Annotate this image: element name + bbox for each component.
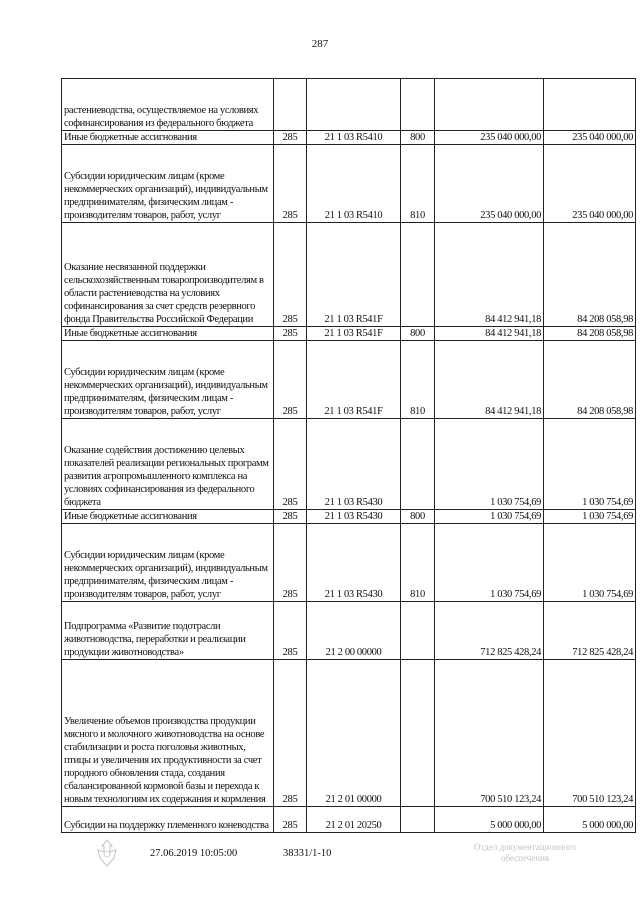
- row-name: Оказание содействия достижению целевых показателей реализации региональных программ развития агропромышленного комплекса на условиях софинансирования из федерального бюджета: [62, 419, 274, 510]
- row-amount-2020: 84 412 941,18: [435, 327, 544, 341]
- row-amount-2020: 712 825 428,24: [435, 602, 544, 660]
- row-grbs-code: 285: [274, 145, 307, 223]
- row-grbs-code: 285: [274, 131, 307, 145]
- row-amount-2020: 84 412 941,18: [435, 341, 544, 419]
- table-row: [62, 327, 636, 341]
- row-target-code: 21 1 03 R541F: [307, 223, 401, 327]
- row-amount-2021: 235 040 000,00: [544, 131, 636, 145]
- row-amount-2021: 1 030 754,69: [544, 419, 636, 510]
- row-grbs-code: 285: [274, 524, 307, 602]
- row-target-code: 21 1 03 R5430: [307, 419, 401, 510]
- seal-emblem-icon: [90, 836, 124, 870]
- row-amount-2020: 84 412 941,18: [435, 223, 544, 327]
- row-target-code: 21 2 00 00000: [307, 602, 401, 660]
- row-target-code: 21 1 03 R5430: [307, 524, 401, 602]
- row-amount-2020: 1 030 754,69: [435, 419, 544, 510]
- row-name: Иные бюджетные ассигнования: [62, 510, 274, 524]
- row-name: Субсидии юридическим лицам (кроме некоммерческих организаций), индивидуальным предпринимателям, физическим лицам - производителям товаров, работ, услуг: [62, 341, 274, 419]
- row-amount-2020: 235 040 000,00: [435, 145, 544, 223]
- row-name: Оказание несвязанной поддержки сельскохозяйственным товаропроизводителям в области растениеводства на условиях софинансирования за счет средств резервного фонда Правительства Российской Федерации: [62, 223, 274, 327]
- row-expense-type: 810: [401, 341, 435, 419]
- row-expense-type: [401, 807, 435, 833]
- row-expense-type: [401, 223, 435, 327]
- row-name: Субсидии юридическим лицам (кроме некоммерческих организаций), индивидуальным предпринимателям, физическим лицам - производителям товаров, работ, услуг: [62, 145, 274, 223]
- row-amount-2021: 5 000 000,00: [544, 807, 636, 833]
- row-grbs-code: 285: [274, 341, 307, 419]
- row-name: Увеличение объемов производства продукции мясного и молочного животноводства на основе стабилизации и роста поголовья животных, птицы и увеличения их продуктивности за счет породного обновления стада, создания сбалансированной кормовой базы и перехода к новым технологиям их содержания и кормления: [62, 660, 274, 807]
- row-target-code: 21 2 01 20250: [307, 807, 401, 833]
- row-amount-2020: [435, 79, 544, 131]
- table-row: [62, 223, 636, 327]
- watermark-stamp: Отдел документационного обеспечения: [473, 842, 577, 863]
- row-grbs-code: 285: [274, 419, 307, 510]
- row-amount-2020: 235 040 000,00: [435, 131, 544, 145]
- row-amount-2021: 235 040 000,00: [544, 145, 636, 223]
- budget-table: [61, 78, 636, 833]
- table-row: [62, 131, 636, 145]
- row-target-code: 21 1 03 R541F: [307, 327, 401, 341]
- row-grbs-code: 285: [274, 327, 307, 341]
- row-expense-type: [401, 660, 435, 807]
- row-name: Иные бюджетные ассигнования: [62, 131, 274, 145]
- row-expense-type: 800: [401, 131, 435, 145]
- row-expense-type: 810: [401, 145, 435, 223]
- row-target-code: [307, 79, 401, 131]
- row-expense-type: [401, 602, 435, 660]
- row-amount-2021: [544, 79, 636, 131]
- row-name: Подпрограмма «Развитие подотрасли животноводства, переработки и реализации продукции животноводства»: [62, 602, 274, 660]
- table-row: [62, 145, 636, 223]
- row-amount-2021: 1 030 754,69: [544, 524, 636, 602]
- row-amount-2021: 700 510 123,24: [544, 660, 636, 807]
- row-target-code: 21 1 03 R5410: [307, 145, 401, 223]
- row-expense-type: 800: [401, 327, 435, 341]
- row-name: растениеводства, осуществляемое на условиях софинансирования из федерального бюджета: [62, 79, 274, 131]
- budget-table-body: [62, 79, 636, 833]
- row-target-code: 21 1 03 R541F: [307, 341, 401, 419]
- row-grbs-code: 285: [274, 660, 307, 807]
- table-row: [62, 419, 636, 510]
- row-expense-type: 810: [401, 524, 435, 602]
- row-expense-type: [401, 79, 435, 131]
- row-amount-2020: 700 510 123,24: [435, 660, 544, 807]
- table-row: [62, 79, 636, 131]
- footer-datetime: 27.06.2019 10:05:00: [150, 848, 238, 859]
- row-amount-2021: 84 208 058,98: [544, 341, 636, 419]
- row-grbs-code: 285: [274, 602, 307, 660]
- row-expense-type: 800: [401, 510, 435, 524]
- page-number: 287: [311, 38, 329, 50]
- row-amount-2020: 5 000 000,00: [435, 807, 544, 833]
- row-amount-2020: 1 030 754,69: [435, 510, 544, 524]
- footer-doc-code: 38331/1-10: [283, 848, 332, 859]
- row-grbs-code: 285: [274, 807, 307, 833]
- row-expense-type: [401, 419, 435, 510]
- table-row: [62, 660, 636, 807]
- row-amount-2020: 1 030 754,69: [435, 524, 544, 602]
- table-row: [62, 807, 636, 833]
- table-row: [62, 602, 636, 660]
- row-target-code: 21 1 03 R5410: [307, 131, 401, 145]
- row-grbs-code: 285: [274, 510, 307, 524]
- row-target-code: 21 1 03 R5430: [307, 510, 401, 524]
- row-amount-2021: 1 030 754,69: [544, 510, 636, 524]
- row-target-code: 21 2 01 00000: [307, 660, 401, 807]
- row-amount-2021: 84 208 058,98: [544, 223, 636, 327]
- row-amount-2021: 712 825 428,24: [544, 602, 636, 660]
- row-grbs-code: [274, 79, 307, 131]
- table-row: [62, 524, 636, 602]
- row-grbs-code: 285: [274, 223, 307, 327]
- row-name: Иные бюджетные ассигнования: [62, 327, 274, 341]
- table-row: [62, 341, 636, 419]
- table-row: [62, 510, 636, 524]
- row-name: Субсидии юридическим лицам (кроме некоммерческих организаций), индивидуальным предпринимателям, физическим лицам - производителям товаров, работ, услуг: [62, 524, 274, 602]
- row-name: Субсидии на поддержку племенного коневодства: [62, 807, 274, 833]
- row-amount-2021: 84 208 058,98: [544, 327, 636, 341]
